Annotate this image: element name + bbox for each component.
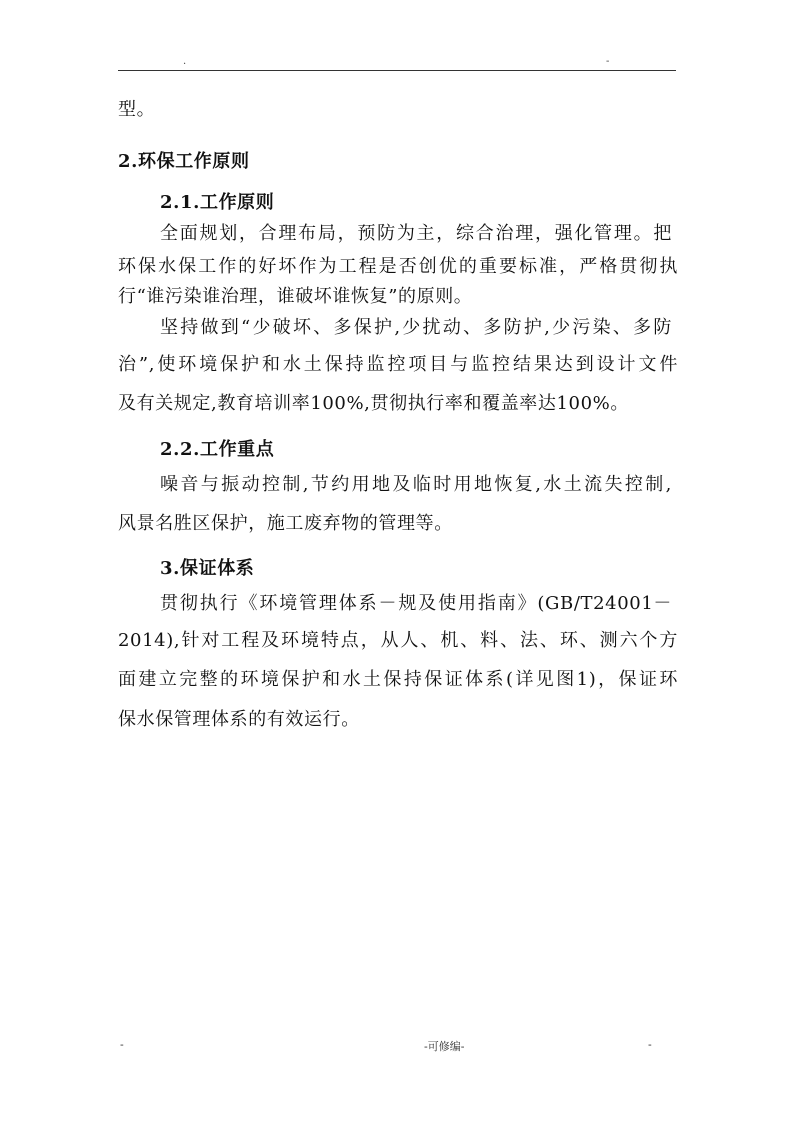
section-2-heading: 2.环保工作原则 bbox=[118, 151, 250, 172]
footer-right-mark: - bbox=[648, 1038, 652, 1051]
section-2-2-heading: 2.2.工作重点 bbox=[160, 439, 275, 460]
s21-para1-line3: 行“谁污染谁治理，谁破坏谁恢复”的原则。 bbox=[118, 286, 473, 307]
section-3-heading: 3.保证体系 bbox=[160, 558, 255, 579]
footer-left-mark: - bbox=[120, 1038, 124, 1051]
s3-para-line4: 保水保管理体系的有效运行。 bbox=[118, 709, 360, 730]
header-right-mark: - bbox=[606, 56, 610, 67]
s21-para1-line1: 全面规划，合理布局，预防为主，综合治理，强化管理。把 bbox=[160, 223, 672, 244]
s21-para2-line2: 治”,使环境保护和水土保持监控项目与监控结果达到设计文件 bbox=[118, 354, 678, 375]
section-2-1-heading: 2.1.工作原则 bbox=[160, 192, 275, 213]
s21-para1-line2: 环保水保工作的好坏作为工程是否创优的重要标准，严格贯彻执 bbox=[118, 256, 678, 277]
s3-para-line3: 面建立完整的环境保护和水土保持保证体系(详见图1)，保证环 bbox=[118, 669, 678, 690]
header-rule bbox=[118, 70, 676, 71]
footer-page-label: -可修编- bbox=[424, 1040, 465, 1053]
s22-para-line1: 噪音与振动控制,节约用地及临时用地恢复,水土流失控制, bbox=[160, 474, 672, 495]
s22-para-line2: 风景名胜区保护，施工废弃物的管理等。 bbox=[118, 513, 453, 534]
continuation-line: 型。 bbox=[118, 99, 156, 120]
s3-para-line2: 2014),针对工程及环境特点，从人、机、料、法、环、测六个方 bbox=[118, 630, 678, 651]
s21-para2-line3: 及有关规定,教育培训率100%,贯彻执行率和覆盖率达100%。 bbox=[118, 393, 629, 414]
s3-para-line1: 贯彻执行《环境管理体系－规及使用指南》(GB/T24001－ bbox=[160, 593, 672, 614]
header-left-mark: . bbox=[183, 56, 187, 67]
s21-para2-line1: 坚持做到“少破坏、多保护,少扰动、多防护,少污染、多防 bbox=[160, 317, 672, 338]
